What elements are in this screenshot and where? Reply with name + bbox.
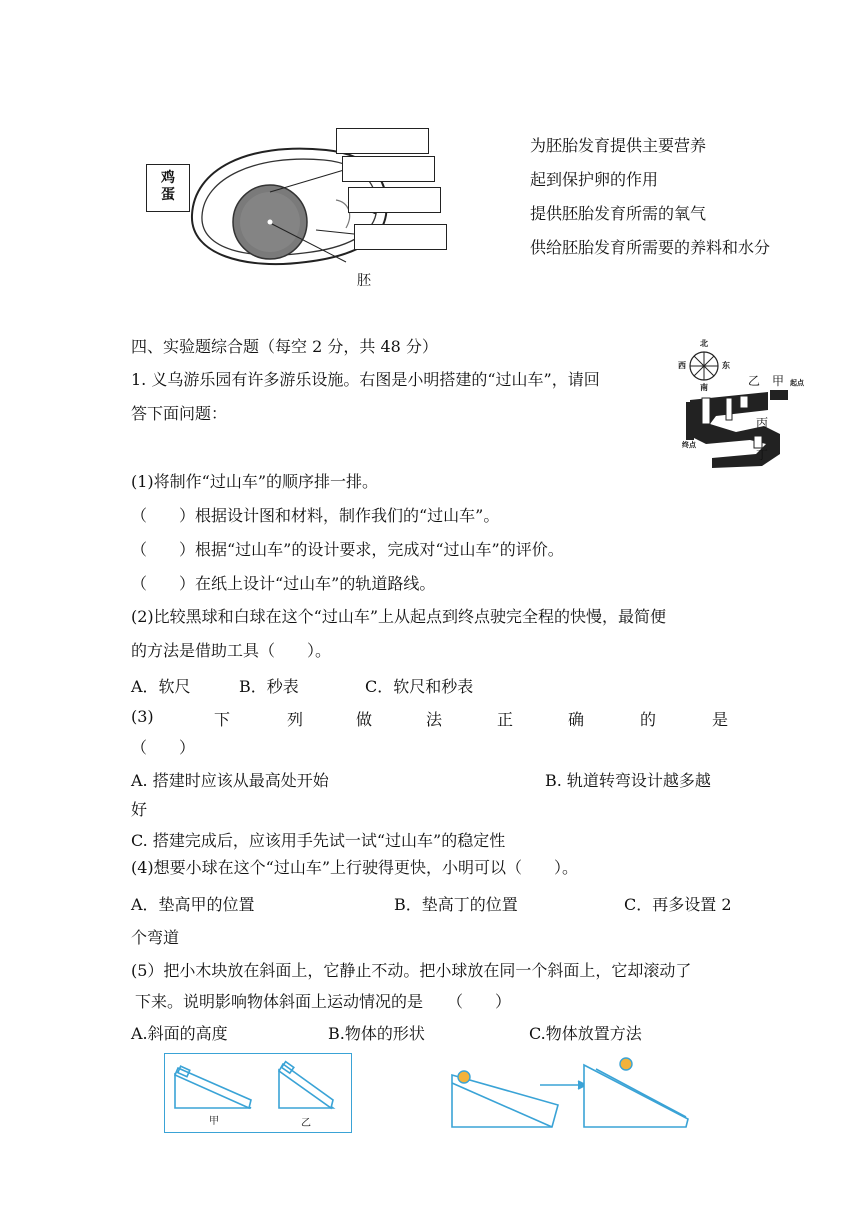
egg-label: 鸡蛋 — [161, 170, 175, 203]
map-bing: 丙 — [756, 416, 769, 430]
roller-coaster-map — [676, 336, 816, 484]
q1-sub3-word: 做 — [356, 710, 373, 729]
q1-sub4-option-c[interactable]: C．再多设置 2 — [624, 895, 732, 914]
q1-sub1-stem: (1)将制作“过山车”的顺序排一排。 — [131, 472, 379, 491]
slope-label-jia: 甲 — [209, 1116, 219, 1127]
map-ding: 丁 — [756, 448, 769, 462]
q1-sub3-option-c[interactable]: C. 搭建完成后，应该用手先试一试“过山车”的稳定性 — [131, 831, 506, 850]
q1-intro-1: 1. 义乌游乐园有许多游乐设施。右图是小明搭建的“过山车”，请回 — [131, 370, 600, 389]
slope-ball-figure — [448, 1055, 704, 1131]
slope-block-1 — [452, 1075, 558, 1127]
q1-sub3-word: 下 — [214, 710, 231, 729]
q1-sub4-option-b[interactable]: B．垫高丁的位置 — [394, 895, 518, 914]
q1-sub4-stem: (4)想要小球在这个“过山车”上行驶得更快，小明可以（ ）。 — [131, 858, 579, 877]
answer-box-3[interactable] — [348, 187, 441, 213]
slope-jia — [175, 1066, 251, 1108]
q1-sub2-option-b[interactable]: B．秒表 — [239, 677, 299, 696]
q1-sub3-word: 正 — [497, 710, 514, 729]
q1-sub5-option-a[interactable]: A.斜面的高度 — [131, 1024, 228, 1043]
map-north: 北 — [700, 338, 708, 348]
q1-sub3-paren[interactable]: （ ） — [131, 738, 196, 757]
map-east: 东 — [722, 360, 730, 370]
q1-sub5-stem-2: 下来。说明影响物体斜面上运动情况的是 （ ） — [135, 992, 512, 1011]
map-start: 起点 — [790, 378, 804, 387]
q1-sub3-option-b[interactable]: B. 轨道转弯设计越多越 — [545, 771, 711, 790]
answer-box-4[interactable] — [354, 224, 447, 250]
q1-intro-2: 答下面问题： — [131, 404, 228, 423]
q1-sub3-word: 列 — [287, 710, 304, 729]
q1-sub4-option-a[interactable]: A．垫高甲的位置 — [131, 895, 255, 914]
slope-label-yi: 乙 — [301, 1118, 311, 1129]
egg-desc-4: 供给胚胎发育所需要的养料和水分 — [530, 238, 771, 257]
q1-sub5-option-c[interactable]: C.物体放置方法 — [529, 1024, 642, 1043]
slope-figure-left — [164, 1053, 352, 1133]
embryo-label: 胚 — [357, 273, 371, 289]
ball-icon — [620, 1058, 632, 1070]
answer-box-2[interactable] — [342, 156, 435, 182]
map-jia: 甲 — [772, 374, 785, 388]
q1-sub5-option-b[interactable]: B.物体的形状 — [328, 1024, 425, 1043]
q1-sub1-item-2[interactable]: （ ）根据“过山车”的设计要求，完成对“过山车”的评价。 — [131, 540, 564, 559]
section-title: 四、实验题综合题（每空 2 分，共 48 分） — [131, 337, 438, 356]
map-yi: 乙 — [748, 374, 761, 388]
ball-icon — [458, 1071, 470, 1083]
embryo-dot — [268, 220, 273, 225]
q1-sub3-option-a[interactable]: A. 搭建时应该从最高处开始 — [131, 771, 329, 790]
q1-sub4-option-c-cont: 个弯道 — [131, 928, 180, 947]
track-icon — [686, 390, 788, 468]
q1-sub2-stem-2: 的方法是借助工具（ ）。 — [131, 641, 332, 660]
q1-sub2-stem-1: (2)比较黑球和白球在这个“过山车”上从起点到终点驶完全程的快慢，最简便 — [131, 607, 667, 626]
egg-label-box — [146, 164, 190, 212]
q1-sub3-word: 的 — [640, 710, 657, 729]
q1-sub2-option-c[interactable]: C．软尺和秒表 — [365, 677, 474, 696]
q1-sub2-option-a[interactable]: A．软尺 — [131, 677, 191, 696]
map-west: 西 — [678, 360, 686, 370]
map-south: 南 — [700, 382, 708, 392]
q1-sub1-item-1[interactable]: （ ）根据设计图和材料，制作我们的“过山车”。 — [131, 506, 500, 525]
q1-sub5-stem-1: (5）把小木块放在斜面上，它静止不动。把小球放在同一个斜面上，它却滚动了 — [131, 961, 692, 980]
map-end: 终点 — [682, 440, 696, 449]
q1-sub3-word: 法 — [426, 710, 443, 729]
slope-block-2 — [584, 1065, 688, 1127]
q1-sub3-word: 确 — [568, 710, 585, 729]
egg-desc-1: 为胚胎发育提供主要营养 — [530, 136, 707, 155]
answer-box-1[interactable] — [336, 128, 429, 154]
q1-sub3-option-b-cont: 好 — [131, 800, 148, 819]
q1-sub3-word: (3) — [131, 707, 154, 726]
egg-desc-3: 提供胚胎发育所需的氧气 — [530, 204, 707, 223]
slope-yi — [279, 1062, 333, 1108]
q1-sub3-word: 是 — [712, 710, 729, 729]
compass-icon — [690, 352, 718, 380]
q1-sub1-item-3[interactable]: （ ）在纸上设计“过山车”的轨道路线。 — [131, 574, 436, 593]
egg-desc-2: 起到保护卵的作用 — [530, 170, 659, 189]
